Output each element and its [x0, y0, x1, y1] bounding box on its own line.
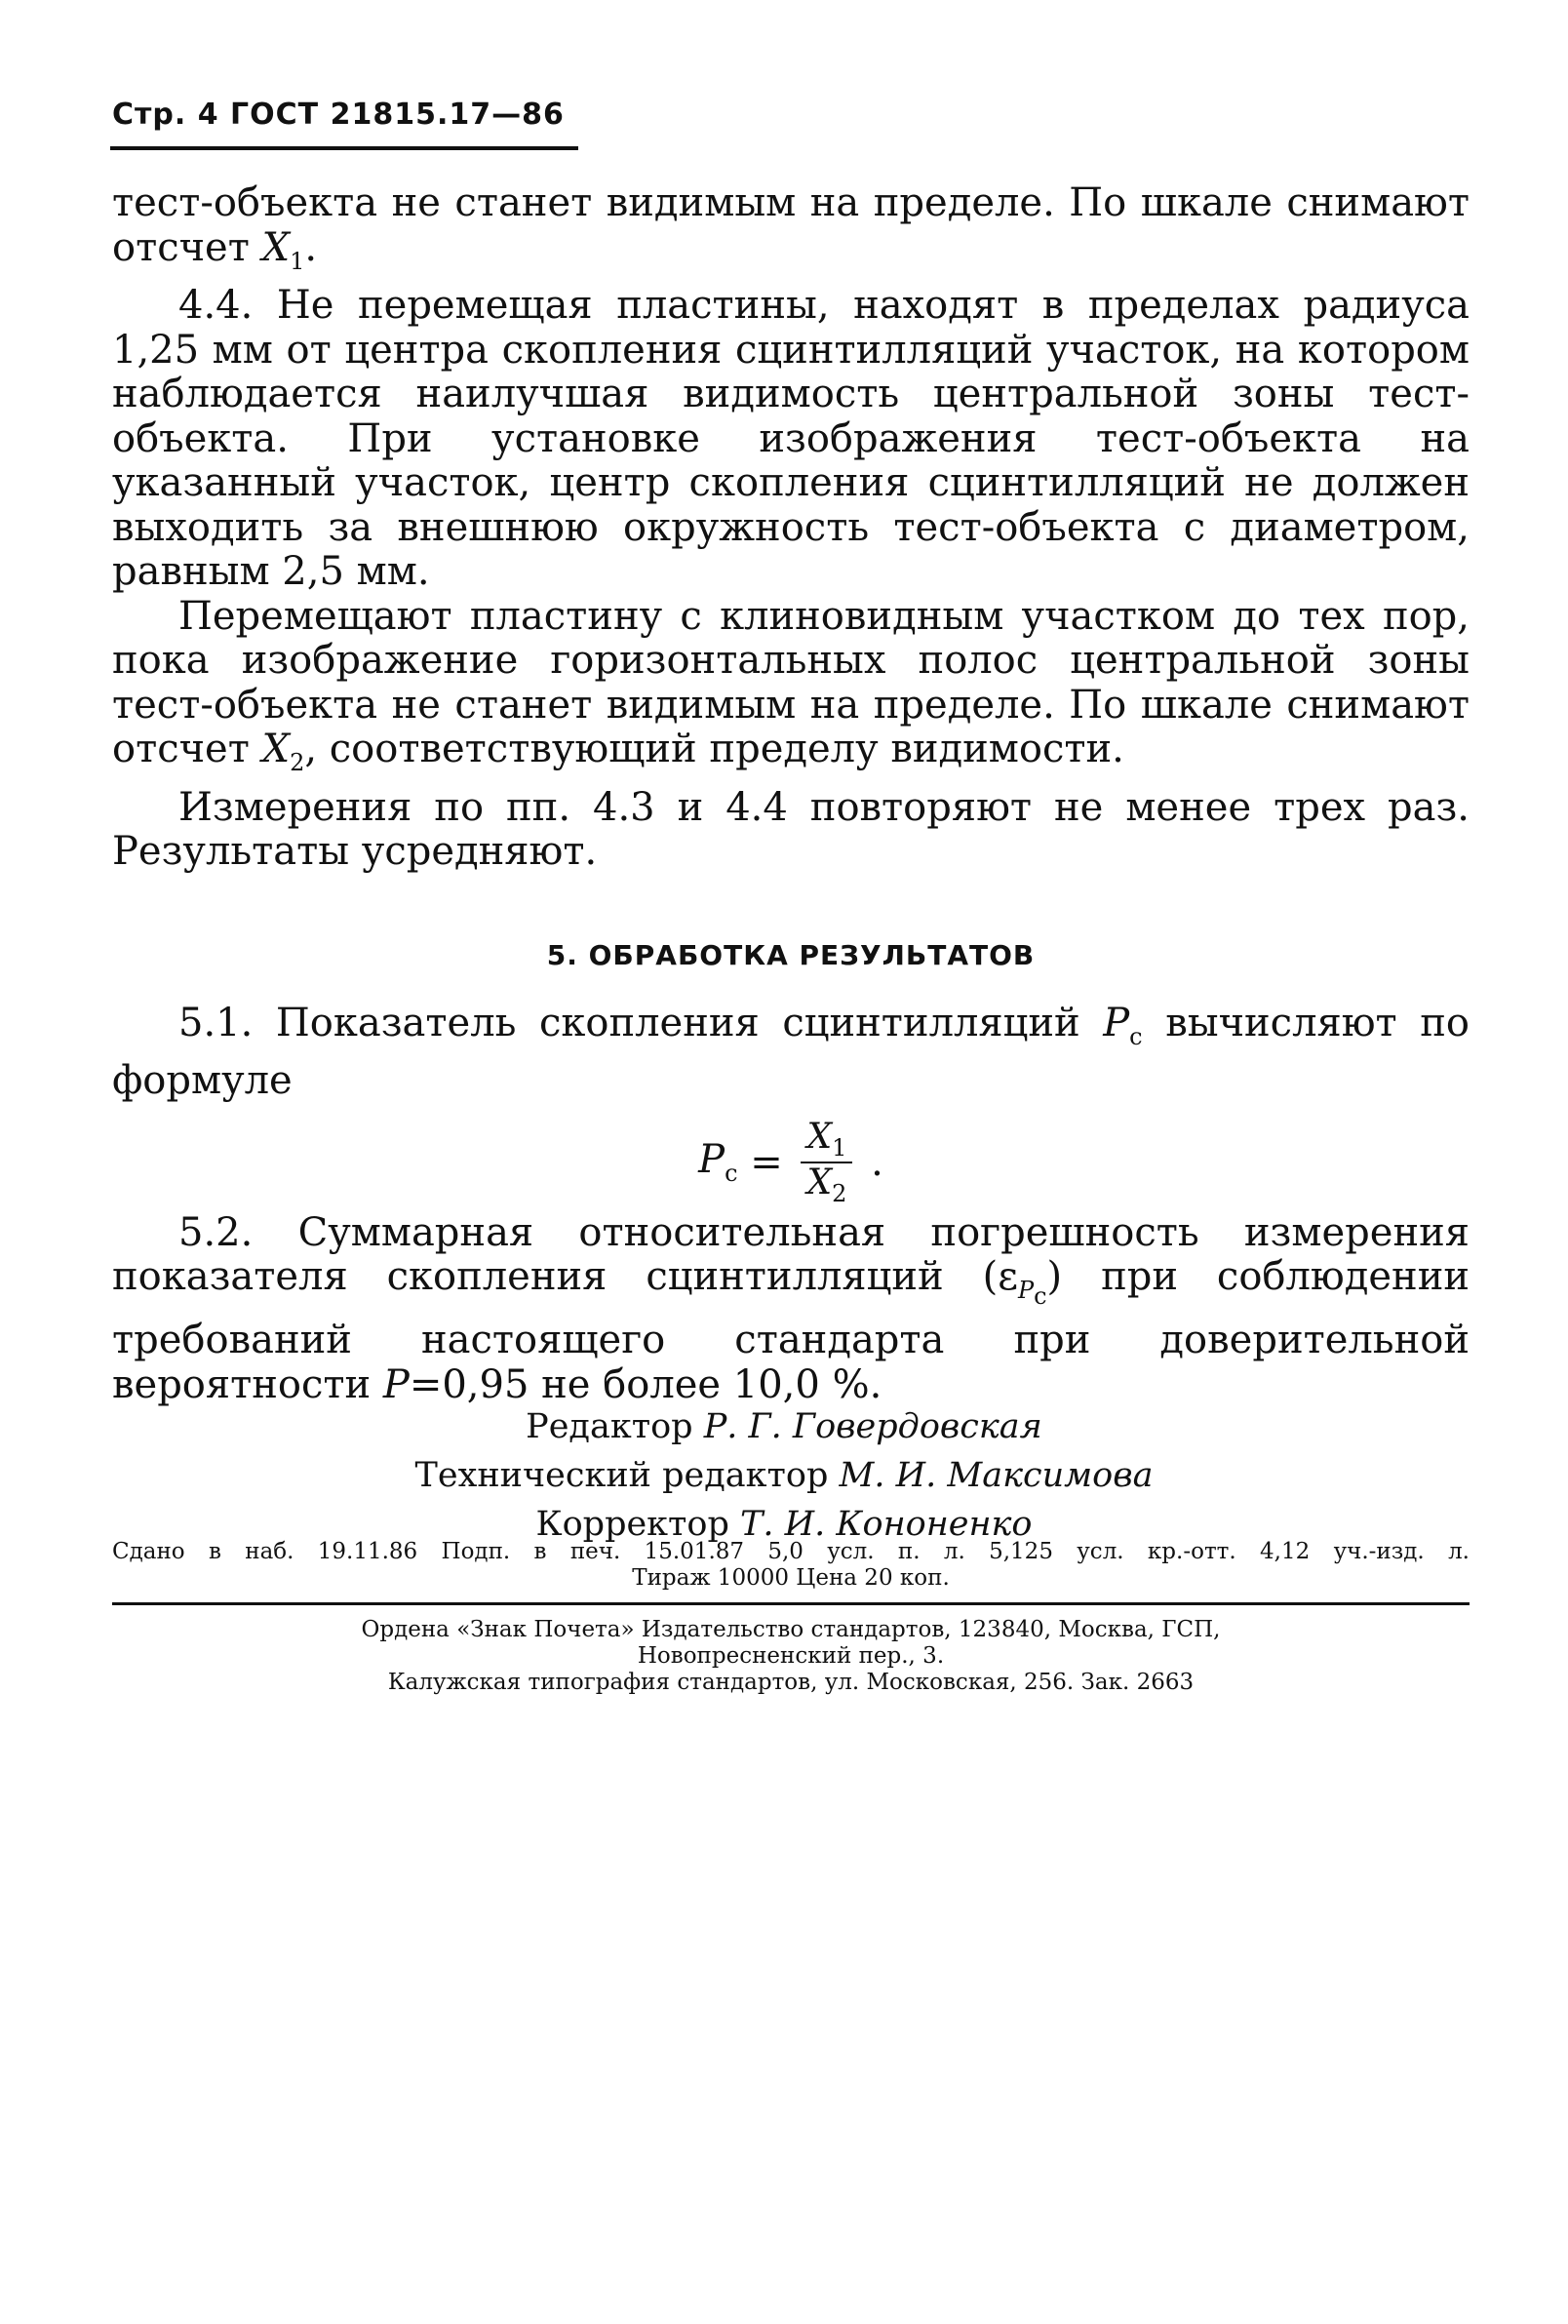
formula-fraction: $\frac{X_1}{X_2}$ [801, 1120, 852, 1205]
paragraph-repeat: Измерения по пп. 4.3 и 4.4 повторяют не менее трех раз. Результаты усредняют. [112, 784, 1470, 874]
header-rule [110, 146, 578, 150]
paragraph-4-4: 4.4. Не перемещая пластины, находят в пределах радиуса 1,25 мм от центра скопления сцинтилляций участок, на котором наблюдается наилучшая видимость центральной зоны тест-объекта. При установке изображения тест-объекта на указанный участок, центр скопления сцинтилляций не должен выходить за внешнюю окружность тест-объекта с диаметром, равным 2,5 мм. [112, 283, 1470, 594]
paragraph-continuation: тест-объекта не станет видимым на пределе. По шкале снимают отсчет $X_1$. [112, 180, 1470, 275]
imprint-rule [112, 1602, 1470, 1605]
page-header: Стр. 4 ГОСТ 21815.17—86 [112, 98, 565, 132]
document-body [112, 181, 1470, 1407]
paragraph-5-2: 5.2. Суммарная относительная погрешность измерения показателя скопления сцинтилляций $(\varepsilon_{P_с})$ при соблюдении требований настоящего стандарта при доверительной вероятности P=0,95 не более 10,0 %. [112, 1209, 1470, 1407]
publisher-info: Ордена «Знак Почета» Издательство стандартов, 123840, Москва, ГСП, Новопресненский пер., 3. Калужская типография стандартов, ул. Московская, 256. Зак. 2663 [361, 1617, 1221, 1695]
credit-editor: Редактор Р. Г. Говердовская [526, 1407, 1042, 1446]
formula: $P_с$ = $\frac{X_1}{X_2}$ . [698, 1116, 883, 1207]
credits [0, 1402, 1568, 1549]
imprint: Сдано в наб. 19.11.86 Подп. в печ. 15.01.87 5,0 усл. п. л. 5,125 усл. кр.-отт. 4,12 уч.-изд. л. Тираж 10000 Цена 20 коп. [112, 1539, 1470, 1591]
credit-tech-editor: Технический редактор М. И. Максимова [414, 1456, 1154, 1495]
credit-corrector: Корректор Т. И. Кононенко [535, 1505, 1033, 1544]
paragraph-5-1: 5.1. Показатель скопления сцинтилляций $P_с$ вычисляют по формуле [112, 1000, 1470, 1103]
section-heading: 5. ОБРАБОТКА РЕЗУЛЬТАТОВ [546, 938, 1036, 971]
paragraph-4-4-cont: Перемещают пластину с клиновидным участком до тех пор, пока изображение горизонтальных полос центральной зоны тест-объекта не станет видимым на пределе. По шкале снимают отсчет $X_2$, соответствующий пределу видимости. [112, 593, 1470, 776]
